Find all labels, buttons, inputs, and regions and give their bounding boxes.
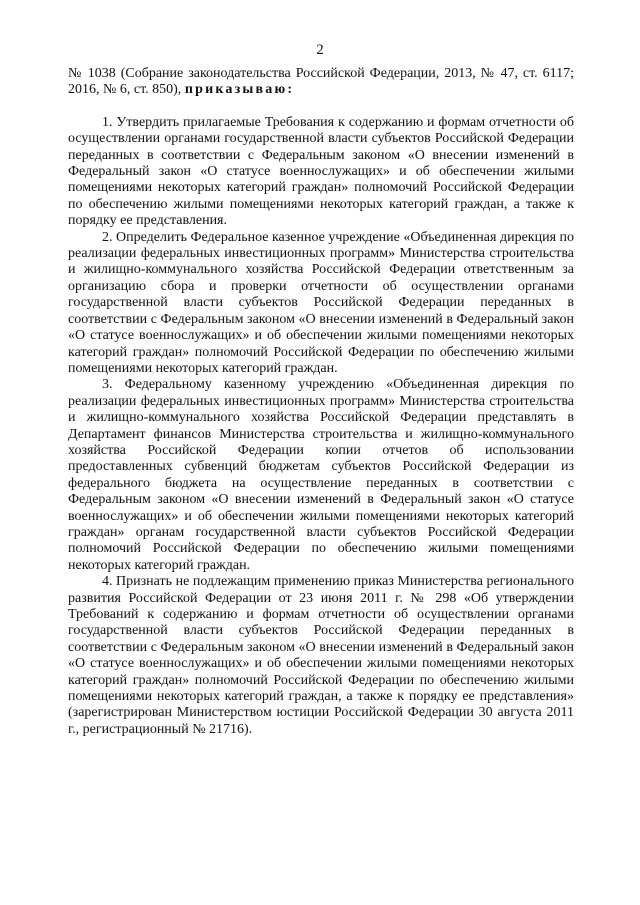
paragraph-4: 4. Признать не подлежащим применению приказ Министерства регионального развития Российской Федерации от 23 июня 2011 г. № 298 «Об утверждении Требований к содержанию и формам отчетности об осуществлении органами государственной власти субъектов Российской Федерации переданных в соответствии с Федеральным законом «О внесении изменений в Федеральный закон «О статусе военнослужащих» и об обеспечении жилыми помещениями некоторых категорий граждан» полномочий Российской Федерации по обеспечению жилыми помещениями некоторых категорий граждан, а также к порядку ее представления» (зарегистрирован Министерством юстиции Российской Федерации 30 августа 2011 г., регистрационный № 21716). xyxy=(68,574,574,737)
page-number: 2 xyxy=(316,42,324,58)
intro-paragraph xyxy=(68,66,574,99)
document-body xyxy=(68,66,574,738)
paragraph-3: 3. Федеральному казенному учреждению «Объединенная дирекция по реализации федеральных инвестиционных программ» Министерства строительства и жилищно-коммунального хозяйства Российской Федерации представлять в Департамент финансов Министерства строительства и жилищно-коммунального хозяйства Российской Федерации копии отчетов об использовании предоставленных субвенций бюджетам субъектов Российской Федерации из федерального бюджета на осуществление переданных в соответствии с Федеральным законом «О внесении изменений в Федеральный закон «О статусе военнослужащих» и об обеспечении жилыми помещениями некоторых категорий граждан» органам государственной власти субъектов Российской Федерации полномочий Российской Федерации по обеспечению жилыми помещениями некоторых категорий граждан. xyxy=(68,377,574,573)
order-word: приказываю: xyxy=(184,82,295,98)
intro-text: № 1038 (Собрание законодательства Российской Федерации, 2013, № 47, ст. 6117; 2016, № 6, ст. 850), xyxy=(68,66,574,98)
paragraph-1: 1. Утвердить прилагаемые Требования к содержанию и формам отчетности об осуществлении органами государственной власти субъектов Российской Федерации переданных в соответствии с Федеральным законом «О внесении изменений в Федеральный закон «О статусе военнослужащих» и об обеспечении жилыми помещениями некоторых категорий граждан» полномочий Российской Федерации по обеспечению жилыми помещениями некоторых категорий граждан, а также к порядку ее представления. xyxy=(68,114,574,229)
paragraph-2: 2. Определить Федеральное казенное учреждение «Объединенная дирекция по реализации федеральных инвестиционных программ» Министерства строительства и жилищно-коммунального хозяйства Российской Федерации ответственным за организацию сбора и проверки отчетности об осуществлении органами государственной власти субъектов Российской Федерации переданных в соответствии с Федеральным законом «О внесении изменений в Федеральный закон «О статусе военнослужащих» и об обеспечении жилыми помещениями некоторых категорий граждан» полномочий Российской Федерации по обеспечению жилыми помещениями некоторых категорий граждан. xyxy=(68,229,575,376)
